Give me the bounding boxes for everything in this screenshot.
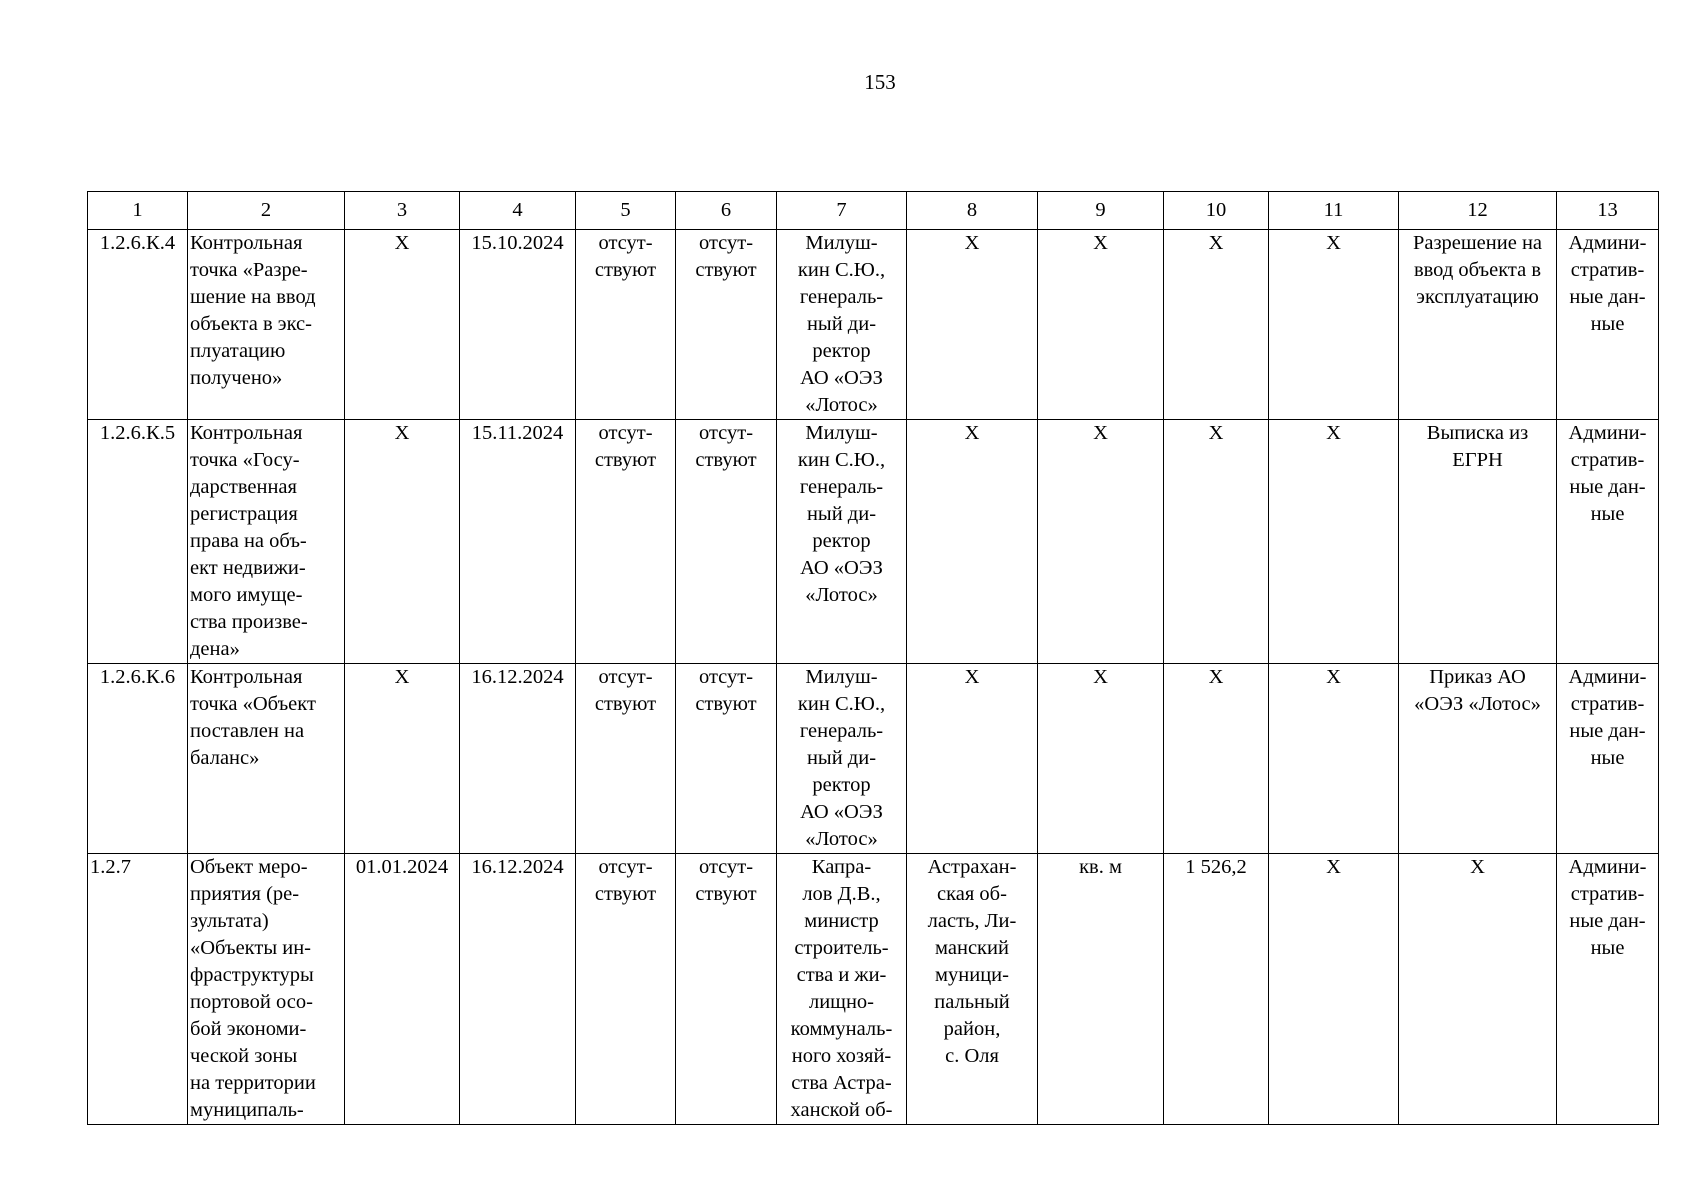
cell-line: генераль- [799,476,884,498]
cell-line: ный ди- [806,747,877,769]
table-cell-col-10: Х [1164,420,1269,664]
table-row [88,420,1659,664]
cell-line: дена» [190,638,240,660]
cell-line: точка «Разре- [190,259,308,281]
cell-line: кин С.Ю., [797,693,886,715]
table-cell-col-8: Х [907,230,1038,420]
table-cell-col-7 [777,664,907,854]
cell-line: АО «ОЭЗ [800,557,883,579]
cell-line: «Объекты ин- [190,937,311,959]
table-cell-col-2 [188,230,345,420]
cell-line: лищно- [808,991,875,1013]
table-row [88,854,1659,1125]
header-row [88,192,1659,230]
table-cell-col-12 [1399,420,1557,664]
cell-line: кин С.Ю., [797,259,886,281]
cell-line: Милуш- [805,232,878,254]
column-header: 10 [1164,192,1269,230]
table-cell-col-4: 15.10.2024 [460,230,576,420]
cell-line: ные [1590,313,1625,335]
table-cell-col-1: 1.2.6.К.4 [88,230,188,420]
cell-line: «Лотос» [805,394,878,416]
cell-line: стратив- [1570,883,1645,905]
cell-line: ческой зоны [190,1045,298,1067]
cell-line: поставлен на [190,720,305,742]
cell-line: пальный [934,991,1010,1013]
cell-line: Админи- [1568,232,1647,254]
cell-line: приятия (ре- [190,883,300,905]
column-header: 4 [460,192,576,230]
cell-line: «Лотос» [805,828,878,850]
table-cell-col-10: Х [1164,230,1269,420]
cell-line: ствуют [594,693,657,715]
table-cell-col-10: Х [1164,664,1269,854]
cell-line: «Лотос» [805,584,878,606]
cell-line: Контрольная [190,666,303,688]
column-header: 5 [576,192,676,230]
table-cell-col-5 [576,854,676,1125]
table-cell-col-1: 1.2.6.К.5 [88,420,188,664]
table-cell-col-7 [777,854,907,1125]
table-cell-col-3: 01.01.2024 [345,854,460,1125]
table-cell-col-3: Х [345,664,460,854]
table-cell-col-4: 15.11.2024 [460,420,576,664]
column-header: 3 [345,192,460,230]
cell-line: Разрешение на [1412,232,1543,254]
cell-line: ект недвижи- [190,557,306,579]
table-cell-col-11: Х [1269,854,1399,1125]
cell-line: АО «ОЭЗ [800,801,883,823]
table-cell-col-7 [777,230,907,420]
table-cell-col-9: Х [1038,230,1164,420]
cell-line: ные [1590,503,1625,525]
table-row [88,664,1659,854]
cell-line: Выписка из [1426,422,1529,444]
cell-line: точка «Госу- [190,449,300,471]
cell-line: права на объ- [190,530,307,552]
cell-line: Админи- [1568,666,1647,688]
cell-line: Объект меро- [190,856,308,878]
table-cell-col-5 [576,664,676,854]
cell-line: ствуют [594,883,657,905]
cell-line: лов Д.В., [802,883,881,905]
cell-line: ные дан- [1569,910,1646,932]
cell-line: Контрольная [190,422,303,444]
cell-line: эксплуатацию [1416,286,1539,308]
cell-line: Админи- [1568,856,1647,878]
column-header: 13 [1557,192,1659,230]
cell-line: бой экономи- [190,1018,307,1040]
cell-line: министр [804,910,879,932]
cell-line: стратив- [1570,449,1645,471]
table-cell-col-2 [188,420,345,664]
cell-line: ные [1590,747,1625,769]
cell-line: Милуш- [805,422,878,444]
cell-line: отсут- [698,856,754,878]
cell-line: ный ди- [806,503,877,525]
column-header: 7 [777,192,907,230]
cell-line: шение на ввод [190,286,316,308]
table-cell-col-13 [1557,230,1659,420]
table-cell-col-9: Х [1038,420,1164,664]
data-table [87,191,1659,1125]
cell-line: получено» [190,367,283,389]
table-cell-col-5 [576,230,676,420]
table-cell-col-7 [777,420,907,664]
cell-line: Милуш- [805,666,878,688]
cell-line: ректор [812,340,871,362]
cell-line: объекта в экс- [190,313,312,335]
table-cell-col-2 [188,854,345,1125]
table-cell-col-13 [1557,420,1659,664]
table-cell-col-12 [1399,230,1557,420]
table-cell-col-2 [188,664,345,854]
cell-line: плуатацию [190,340,286,362]
table-cell-col-8: Х [907,420,1038,664]
table-cell-col-6 [676,664,777,854]
column-header: 8 [907,192,1038,230]
cell-line: отсут- [698,422,754,444]
cell-line: ЕГРН [1452,449,1503,471]
cell-line: отсут- [598,666,653,688]
cell-line: ствуют [695,693,757,715]
cell-line: ства и жи- [796,964,887,986]
column-header: 6 [676,192,777,230]
cell-line: ные дан- [1569,720,1646,742]
cell-line: дарственная [190,476,297,498]
cell-line: ханской об- [790,1099,893,1121]
table-cell-col-6 [676,854,777,1125]
cell-line: ствуют [695,449,757,471]
cell-line: зультата) [190,910,269,932]
table-cell-col-3: Х [345,230,460,420]
table-cell-col-9: кв. м [1038,854,1164,1125]
cell-line: ствуют [594,449,657,471]
cell-line: «ОЭЗ «Лотос» [1414,693,1541,715]
table-cell-col-1: 1.2.6.К.6 [88,664,188,854]
cell-line: стратив- [1570,693,1645,715]
column-header: 2 [188,192,345,230]
cell-line: с. Оля [945,1045,999,1067]
cell-line: ные [1590,937,1625,959]
cell-line: ный ди- [806,313,877,335]
cell-line: ного хозяй- [791,1045,892,1067]
cell-line: ные дан- [1569,286,1646,308]
cell-line: баланс» [190,747,260,769]
table-cell-col-11: Х [1269,664,1399,854]
table-cell-col-4: 16.12.2024 [460,854,576,1125]
table-cell-col-6 [676,230,777,420]
cell-line: ства произве- [190,611,308,633]
cell-line: отсут- [698,232,754,254]
cell-line: АО «ОЭЗ [800,367,883,389]
table-cell-col-4: 16.12.2024 [460,664,576,854]
cell-line: коммуналь- [790,1018,893,1040]
cell-line: Астрахан- [927,856,1017,878]
cell-line: муници- [935,964,1009,986]
column-header: 12 [1399,192,1557,230]
cell-line: на территории [190,1072,316,1094]
cell-line: отсут- [598,232,653,254]
cell-line: ствуют [695,259,757,281]
cell-line: Админи- [1568,422,1647,444]
table-cell-col-6 [676,420,777,664]
cell-line: район, [943,1018,1001,1040]
cell-line: ласть, Ли- [927,910,1017,932]
column-header: 9 [1038,192,1164,230]
cell-line: генераль- [799,720,884,742]
cell-line: регистрация [190,503,298,525]
column-header: 1 [88,192,188,230]
table-cell-col-12 [1399,664,1557,854]
cell-line: отсут- [598,856,653,878]
cell-line: ствуют [594,259,657,281]
cell-line: ректор [812,774,871,796]
cell-line: отсут- [598,422,653,444]
cell-line: ректор [812,530,871,552]
table-cell-col-1: 1.2.7 [88,854,188,1125]
cell-line: манский [935,937,1009,959]
table-cell-col-8: Х [907,664,1038,854]
table-cell-col-13 [1557,664,1659,854]
cell-line: мого имуще- [190,584,303,606]
cell-line: Приказ АО [1429,666,1526,688]
cell-line: муниципаль- [190,1099,304,1121]
cell-line: стратив- [1570,259,1645,281]
table-cell-col-11: Х [1269,420,1399,664]
table-cell-col-11: Х [1269,230,1399,420]
table-cell-col-5 [576,420,676,664]
cell-line: портовой осо- [190,991,313,1013]
cell-line: фраструктуры [190,964,314,986]
cell-line: Капра- [811,856,872,878]
cell-line: ская об- [937,883,1007,905]
table-cell-col-3: Х [345,420,460,664]
table-row [88,230,1659,420]
cell-line: генераль- [799,286,884,308]
table-cell-col-12: Х [1399,854,1557,1125]
table-cell-col-8 [907,854,1038,1125]
cell-line: ства Астра- [791,1072,892,1094]
table-cell-col-13 [1557,854,1659,1125]
cell-line: кин С.Ю., [797,449,886,471]
page-number: 153 [864,70,896,94]
table-cell-col-10: 1 526,2 [1164,854,1269,1125]
cell-line: Контрольная [190,232,303,254]
column-header: 11 [1269,192,1399,230]
cell-line: отсут- [698,666,754,688]
cell-line: точка «Объект [190,693,316,715]
cell-line: ствуют [695,883,757,905]
table-cell-col-9: Х [1038,664,1164,854]
cell-line: ввод объекта в [1413,259,1542,281]
cell-line: строитель- [794,937,889,959]
cell-line: ные дан- [1569,476,1646,498]
